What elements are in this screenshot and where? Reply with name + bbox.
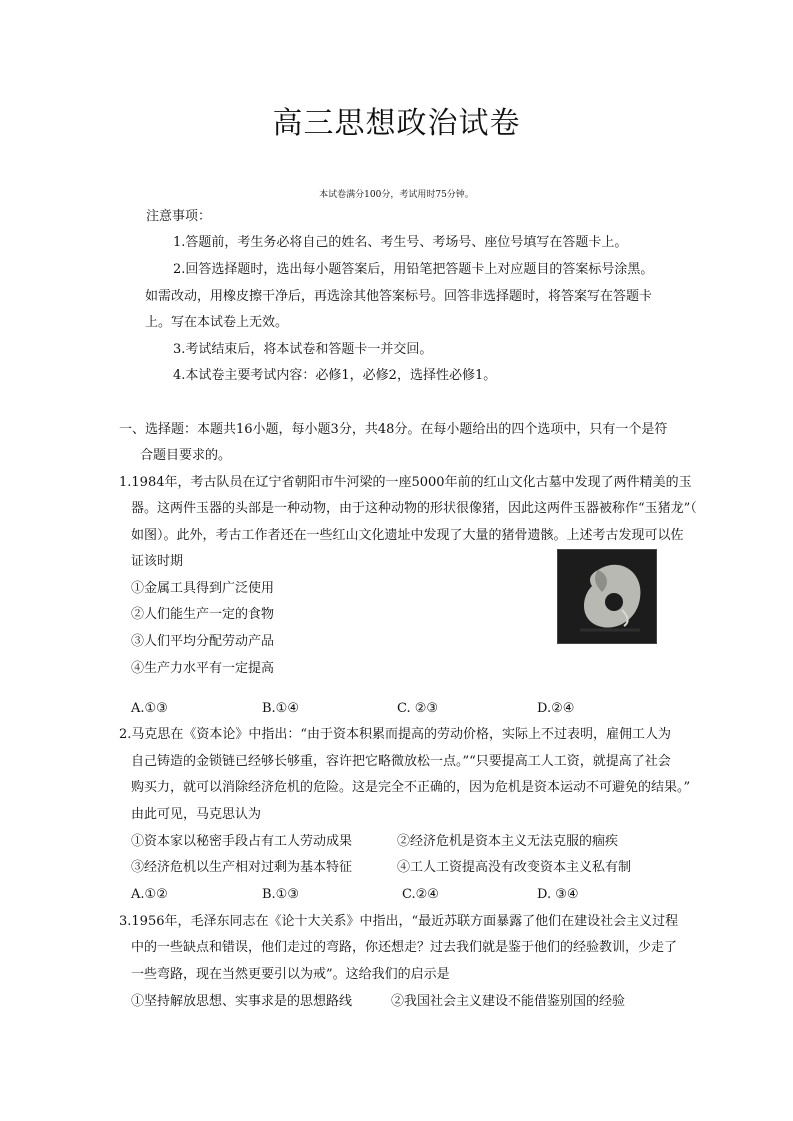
notice-item: 上。写在本试卷上无效。 (145, 315, 289, 330)
notice-item: 4.本试卷主要考试内容：必修1，必修2，选择性必修1。 (173, 368, 497, 383)
q1-stem: 1.1984年，考古队员在辽宁省朝阳市牛河梁的一座5000年前的红山文化古墓中发现了两件精美的玉 (119, 475, 692, 490)
q3-stem: 一些弯路，现在当然更要引以为戒”。这给我们的启示是 (131, 967, 450, 982)
notice-item: 如需改动，用橡皮擦干净后，再选涂其他答案标号。回答非选择题时，将答案写在答题卡 (145, 289, 653, 304)
q3-statement: ②我国社会主义建设不能借鉴别国的经验 (391, 994, 626, 1009)
q2-option-c: C.②④ (402, 887, 439, 902)
q2-option-b: B.①③ (262, 887, 299, 902)
q1-statement: ④生产力水平有一定提高 (131, 661, 275, 676)
section-heading: 一、选择题：本题共16小题，每小题3分，共48分。在每小题给出的四个选项中，只有一个是符 (119, 422, 668, 437)
q2-stem: 自己铸造的金锁链已经够长够重，容许把它略微放松一点。”“只要提高工人工资，就提高了社会 (131, 754, 671, 769)
q1-statement: ②人们能生产一定的食物 (131, 607, 275, 622)
notice-item: 2.回答选择题时，选出每小题答案后，用铅笔把答题卡上对应题目的答案标号涂黑。 (173, 262, 654, 277)
q1-stem: 如图）。此外，考古工作者还在一些红山文化遗址中发现了大量的猪骨遗骸。上述考古发现可以佐 (131, 528, 684, 543)
q2-stem: 2.马克思在《资本论》中指出：“由于资本积累而提高的劳动价格，实际上不过表明，雇佣工人为 (119, 727, 672, 742)
exam-subtitle: 本试卷满分100分，考试用时75分钟。 (319, 190, 474, 200)
q1-option-a: A.①③ (131, 701, 168, 716)
q1-option-d: D.②④ (537, 701, 575, 716)
exam-title: 高三思想政治试卷 (272, 106, 521, 141)
q2-stem: 由此可见，马克思认为 (131, 807, 262, 822)
q1-stem: 器。这两件玉器的头部是一种动物，由于这种动物的形状很像猪，因此这两件玉器被称作“玉猪龙”（ (131, 501, 697, 516)
q2-statement: ④工人工资提高没有改变资本主义私有制 (397, 860, 632, 875)
q1-option-c: C. ②③ (397, 701, 439, 716)
jade-pig-dragon-photo (557, 549, 657, 644)
q2-statement: ①资本家以秘密手段占有工人劳动成果 (131, 834, 353, 849)
q3-stem: 中的一些缺点和错误，他们走过的弯路，你还想走？过去我们就是鉴于他们的经验教训，少走了 (131, 940, 678, 955)
q2-option-a: A.①② (131, 887, 168, 902)
notice-item: 3.考试结束后，将本试卷和答题卡一并交回。 (173, 342, 433, 357)
q1-statement: ①金属工具得到广泛使用 (131, 581, 275, 596)
q1-option-b: B.①④ (262, 701, 299, 716)
q2-statement: ②经济危机是资本主义无法克服的痼疾 (397, 834, 619, 849)
q2-option-d: D. ③④ (537, 887, 579, 902)
q3-stem: 3.1956年，毛泽东同志在《论十大关系》中指出，“最近苏联方面暴露了他们在建设社会主义过程 (119, 914, 679, 929)
q1-statement: ③人们平均分配劳动产品 (131, 634, 275, 649)
q3-statement: ①坚持解放思想、实事求是的思想路线 (131, 994, 353, 1009)
q2-statement: ③经济危机以生产相对过剩为基本特征 (131, 860, 353, 875)
notice-heading: 注意事项： (146, 209, 212, 224)
section-heading-cont: 合题目要求的。 (140, 448, 232, 463)
notice-item: 1.答题前，考生务必将自己的姓名、考生号、考场号、座位号填写在答题卡上。 (173, 235, 628, 250)
q2-stem: 购买力，就可以消除经济危机的危险。这是完全不正确的，因为危机是资本运动不可避免的结果。” (131, 780, 691, 795)
q1-stem: 证该时期 (131, 554, 184, 569)
